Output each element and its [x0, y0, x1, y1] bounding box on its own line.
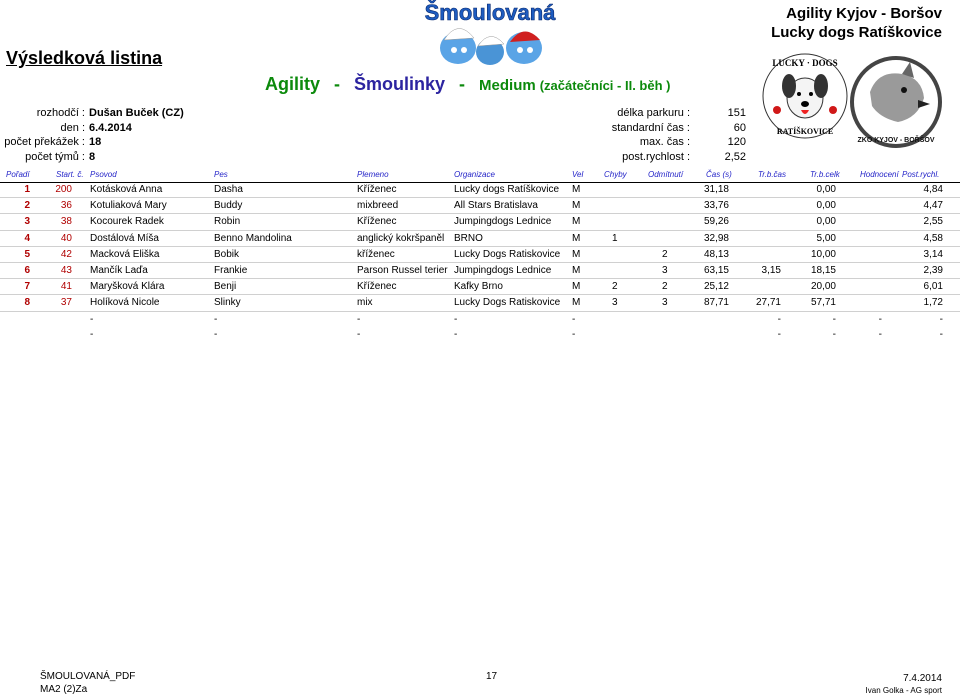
event-line-1: Agility Kyjov - Boršov — [786, 5, 942, 22]
cell-org: Lucky Dogs Ratiskovice — [454, 248, 561, 260]
info-left-value: Dušan Buček (CZ) — [89, 107, 184, 119]
competition-heading — [265, 74, 684, 95]
cell-poradi: 8 — [24, 297, 30, 309]
cell-psovod: Dostálová Míša — [90, 232, 159, 244]
table-row — [0, 231, 960, 247]
table-row — [0, 182, 960, 198]
cell-psovod: Maryšková Klára — [90, 281, 165, 293]
info-left-value: 18 — [89, 136, 102, 149]
info-left-row — [0, 121, 184, 136]
table-row — [0, 312, 960, 327]
cell-trbcelk: 0,00 — [816, 184, 836, 195]
info-right — [560, 106, 746, 164]
info-left-row — [0, 106, 184, 121]
column-header: Pes — [214, 170, 228, 179]
page-title: Výsledková listina — [6, 48, 163, 68]
column-header: Odmítnutí — [648, 170, 684, 179]
cell-psovod: Holíková Nicole — [90, 297, 160, 309]
cell-trbcas: 3,15 — [761, 264, 781, 276]
cell-psovod: - — [90, 313, 94, 325]
footer-code: MA2 (2)Za — [40, 684, 88, 695]
results-table — [0, 182, 960, 342]
cell-start: 36 — [60, 200, 72, 212]
column-header: Vel — [572, 170, 584, 179]
info-right-value: 120 — [727, 136, 746, 149]
info-right-row — [560, 135, 746, 150]
cell-start: 41 — [60, 281, 72, 293]
cell-pes: - — [214, 313, 218, 325]
info-left-label: počet překážek : — [4, 136, 85, 149]
cell-org: All Stars Bratislava — [454, 200, 538, 212]
info-right-row — [560, 106, 746, 121]
cell-rychl: 2,55 — [923, 216, 943, 228]
footer-author: Ivan Golka - AG sport — [865, 686, 942, 695]
cell-poradi: 5 — [24, 248, 30, 260]
smurf-logo — [420, 0, 560, 72]
info-left-value: 6.4.2014 — [89, 121, 132, 134]
cell-cas: 33,76 — [703, 200, 729, 212]
cell-cas: 59,26 — [703, 216, 729, 228]
info-left-row — [0, 150, 184, 165]
cell-rychl: - — [939, 328, 943, 340]
cell-vel: M — [572, 297, 581, 309]
cell-trbcas: - — [777, 313, 781, 325]
cell-cas: 48,13 — [703, 248, 729, 260]
cell-rychl: 4,84 — [923, 184, 943, 195]
size-class: Medium — [479, 77, 536, 94]
cell-trbcelk: 0,00 — [816, 216, 836, 228]
cell-psovod: - — [90, 328, 94, 340]
cell-trbcelk: 5,00 — [816, 232, 836, 244]
info-left-value: 8 — [89, 150, 96, 163]
cell-org: BRNO — [454, 232, 483, 244]
cell-plemeno: - — [357, 328, 361, 340]
cell-cas: 87,71 — [703, 297, 729, 309]
cell-plemeno: Parson Russel terier — [357, 264, 448, 276]
cell-cas: 25,12 — [703, 281, 729, 293]
svg-text:LUCKY · DOGS: LUCKY · DOGS — [772, 58, 838, 68]
cell-poradi: 2 — [24, 200, 30, 212]
cell-plemeno: mixbreed — [357, 200, 399, 212]
event-name — [771, 4, 942, 42]
cell-odm: 2 — [662, 248, 668, 260]
cell-plemeno: Kříženec — [357, 184, 397, 195]
cell-pes: Frankie — [214, 264, 248, 276]
cell-trbcelk: 20,00 — [810, 281, 836, 293]
cell-plemeno: Kříženec — [357, 216, 397, 228]
column-header: Hodnocení — [860, 170, 899, 179]
info-right-label: max. čas : — [639, 136, 690, 149]
cell-trbcelk: 10,00 — [810, 248, 836, 260]
info-left-row — [0, 135, 184, 150]
cell-vel: M — [572, 216, 581, 228]
cell-start: 38 — [60, 216, 72, 228]
info-right-label: standardní čas : — [611, 121, 690, 134]
cell-trbcelk: - — [832, 328, 836, 340]
column-header: Psovod — [90, 170, 117, 179]
cell-vel: - — [572, 328, 576, 340]
svg-text:ZKO KYJOV - BOŘŠOV: ZKO KYJOV - BOŘŠOV — [857, 137, 935, 144]
category: Šmoulinky — [354, 74, 446, 94]
info-left-label: rozhodčí : — [36, 107, 85, 119]
cell-rychl: 4,58 — [923, 232, 943, 244]
cell-plemeno: mix — [357, 297, 373, 309]
cell-start: 37 — [60, 297, 72, 309]
cell-vel: M — [572, 232, 581, 244]
cell-org: Lucky Dogs Ratiskovice — [454, 297, 561, 309]
cell-poradi: 7 — [24, 281, 30, 293]
info-right-value: 151 — [727, 107, 746, 119]
cell-vel: - — [572, 313, 576, 325]
cell-plemeno: kříženec — [357, 248, 395, 260]
column-header: Start. č. — [56, 170, 84, 179]
cell-org: Jumpingdogs Lednice — [454, 216, 552, 228]
cell-odm: 3 — [662, 264, 668, 276]
cell-pes: Slinky — [214, 297, 241, 309]
column-header: Čas (s) — [706, 170, 732, 179]
cell-org: Jumpingdogs Lednice — [454, 264, 552, 276]
cell-trbcelk: - — [832, 313, 836, 325]
cell-start: 43 — [60, 264, 72, 276]
cell-org: - — [454, 313, 458, 325]
cell-psovod: Mančík Laďa — [90, 264, 148, 276]
table-row — [0, 214, 960, 230]
cell-cas: 32,98 — [703, 232, 729, 244]
table-row — [0, 279, 960, 295]
cell-hodn: - — [878, 328, 882, 340]
column-header: Chyby — [604, 170, 627, 179]
cell-poradi: 6 — [24, 264, 30, 276]
cell-psovod: Kotuliaková Mary — [90, 200, 167, 212]
cell-cas: 63,15 — [703, 264, 729, 276]
info-right-label: post.rychlost : — [622, 150, 690, 163]
cell-cas: 31,18 — [703, 184, 729, 195]
info-right-row — [560, 121, 746, 136]
footer-file: ŠMOULOVANÁ_PDF — [40, 671, 136, 682]
svg-text:RATÍŠKOVICE: RATÍŠKOVICE — [776, 127, 834, 136]
heading-dash-2: - — [459, 74, 466, 94]
cell-plemeno: - — [357, 313, 361, 325]
cell-hodn: - — [878, 313, 882, 325]
cell-chyby: 3 — [612, 297, 618, 309]
cell-chyby: 2 — [612, 281, 618, 293]
info-right-row — [560, 150, 746, 165]
cell-plemeno: Kříženec — [357, 281, 397, 293]
cell-rychl: 6,01 — [923, 281, 943, 293]
column-header: Pořadí — [6, 170, 30, 179]
cell-odm: 2 — [662, 281, 668, 293]
table-row — [0, 198, 960, 214]
page-number: 17 — [486, 671, 498, 682]
footer-date: 7.4.2014 — [903, 673, 942, 684]
cell-trbcelk: 0,00 — [816, 200, 836, 212]
cell-trbcelk: 18,15 — [810, 264, 836, 276]
cell-vel: M — [572, 248, 581, 260]
cell-poradi: 4 — [24, 232, 30, 244]
cell-psovod: Kotásková Anna — [90, 184, 163, 195]
table-row — [0, 327, 960, 342]
info-right-label: délka parkuru : — [617, 107, 690, 119]
cell-poradi: 3 — [24, 216, 30, 228]
heading-dash-1: - — [334, 74, 341, 94]
cell-pes: - — [214, 328, 218, 340]
cell-trbcas: - — [777, 328, 781, 340]
cell-org: - — [454, 328, 458, 340]
smurf-logo-text: Šmoulovaná — [424, 0, 556, 25]
heading-note: (začátečníci - II. běh ) — [539, 78, 671, 93]
cell-start: 40 — [60, 232, 72, 244]
cell-vel: M — [572, 281, 581, 293]
info-left-label: počet týmů : — [25, 150, 85, 163]
cell-pes: Benji — [214, 281, 237, 293]
info-left — [0, 106, 184, 164]
cell-vel: M — [572, 264, 581, 276]
cell-pes: Dasha — [214, 184, 243, 195]
cell-start: 42 — [60, 248, 72, 260]
cell-org: Kafky Brno — [454, 281, 503, 293]
info-left-label: den : — [60, 121, 85, 134]
cell-psovod: Kocourek Radek — [90, 216, 164, 228]
cell-rychl: - — [939, 313, 943, 325]
table-row — [0, 295, 960, 311]
cell-rychl: 2,39 — [923, 264, 943, 276]
cell-plemeno: anglický kokršpaněl — [357, 232, 445, 244]
cell-chyby: 1 — [612, 232, 618, 244]
cell-rychl: 3,14 — [923, 248, 943, 260]
column-header: Tr.b.čas — [758, 170, 787, 179]
event-line-2: Lucky dogs Ratíškovice — [771, 24, 942, 41]
cell-pes: Buddy — [214, 200, 243, 212]
table-row — [0, 247, 960, 263]
table-header — [0, 168, 960, 183]
cell-pes: Bobik — [214, 248, 240, 260]
table-row — [0, 263, 960, 279]
cell-trbcelk: 57,71 — [810, 297, 836, 309]
discipline: Agility — [265, 74, 321, 94]
cell-org: Lucky dogs Ratíškovice — [454, 184, 560, 195]
column-header: Organizace — [454, 170, 495, 179]
cell-odm: 3 — [662, 297, 668, 309]
zko-kyjov-logo — [848, 52, 944, 152]
column-header: Plemeno — [357, 170, 389, 179]
cell-pes: Benno Mandolina — [214, 232, 292, 244]
cell-psovod: Macková Eliška — [90, 248, 160, 260]
cell-pes: Robin — [214, 216, 241, 228]
column-header: Post.rychl. — [902, 170, 940, 179]
cell-rychl: 4,47 — [923, 200, 943, 212]
cell-vel: M — [572, 184, 581, 195]
cell-trbcas: 27,71 — [755, 297, 781, 309]
lucky-dogs-logo — [755, 50, 855, 146]
cell-start: 200 — [55, 184, 72, 195]
cell-vel: M — [572, 200, 581, 212]
info-right-value: 60 — [733, 121, 746, 134]
column-header: Tr.b.celk — [810, 170, 840, 179]
info-right-value: 2,52 — [724, 150, 746, 163]
cell-poradi: 1 — [24, 184, 30, 195]
cell-rychl: 1,72 — [923, 297, 943, 309]
